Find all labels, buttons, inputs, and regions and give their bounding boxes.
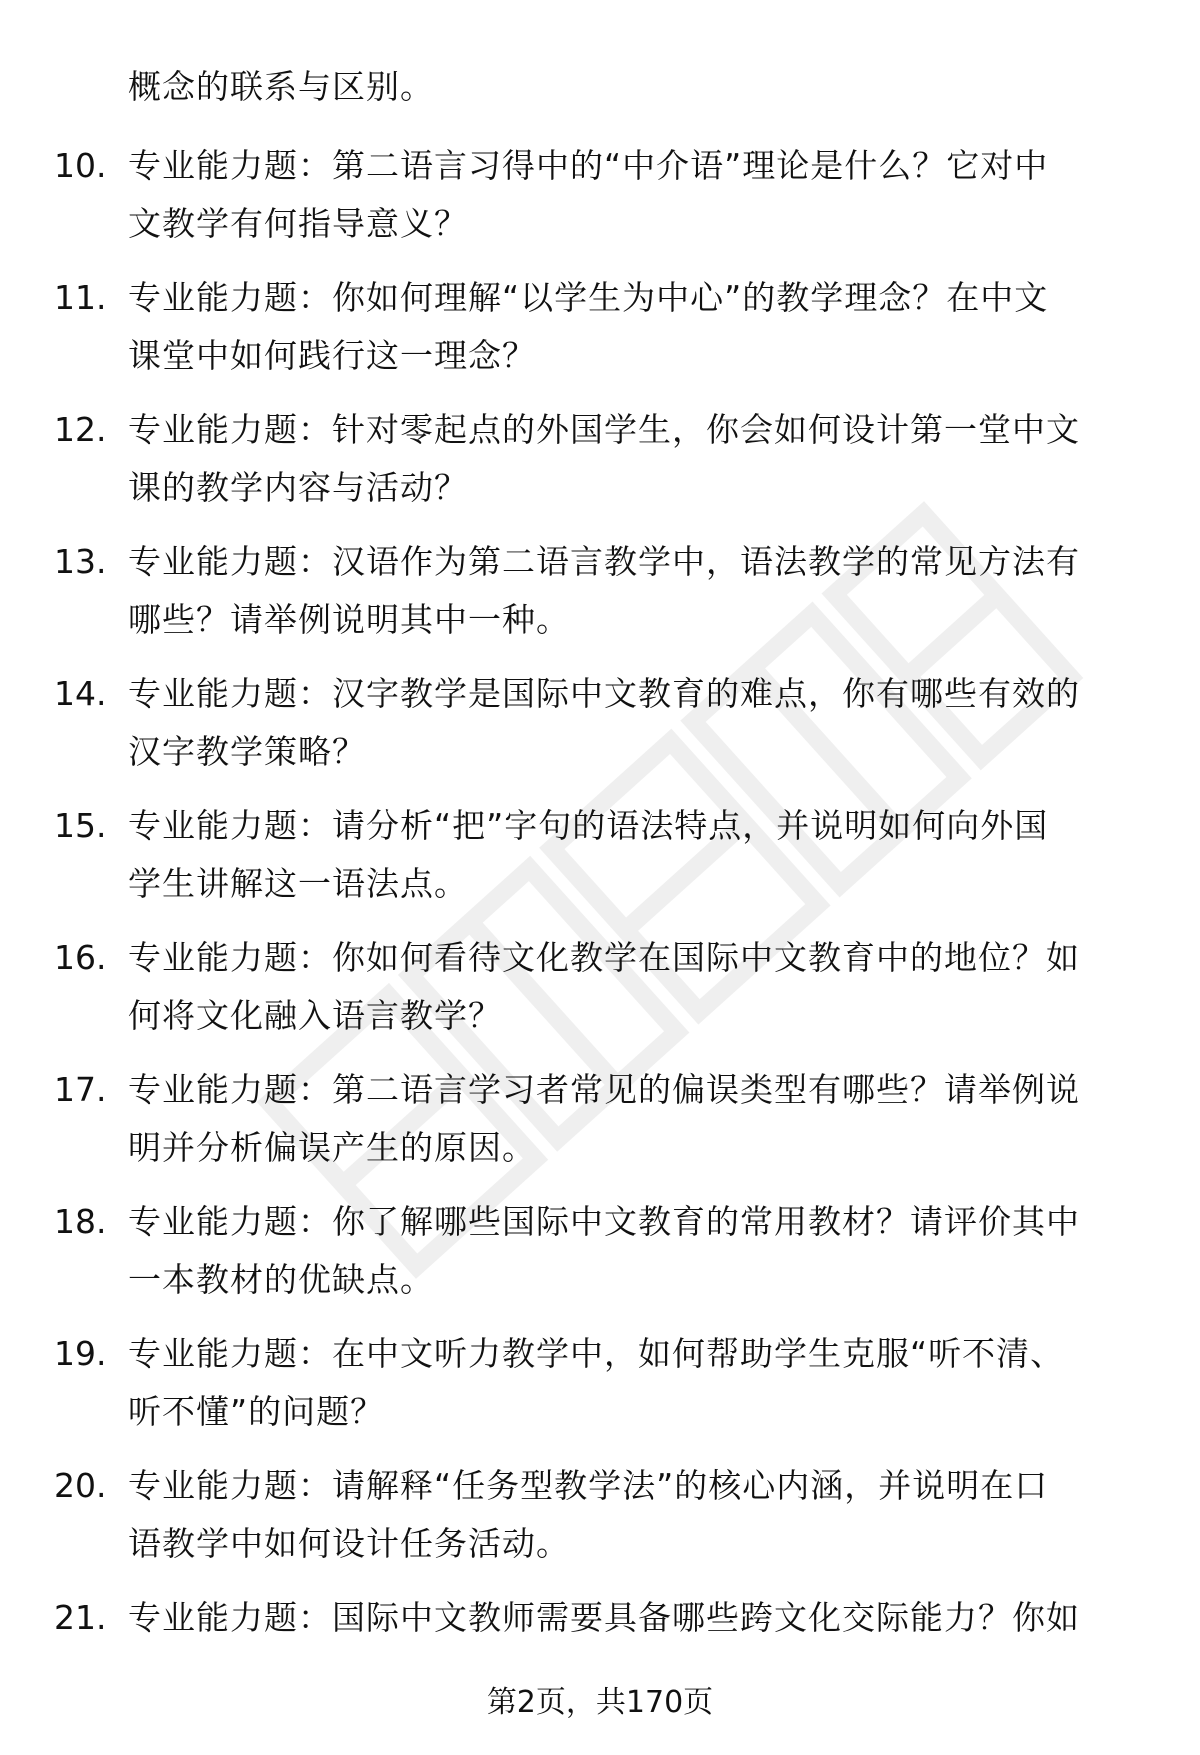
list-item <box>0 401 1200 533</box>
item-text <box>128 1457 1138 1573</box>
item-line: 专业能力题：请分析“把”字句的语法特点，并说明如何向外国 <box>128 806 1049 845</box>
item-text <box>128 1193 1138 1309</box>
item-text <box>128 1589 1138 1647</box>
item-line: 专业能力题：第二语言习得中的“中介语”理论是什么？它对中 <box>128 146 1049 185</box>
item-line: 汉字教学策略？ <box>128 732 366 771</box>
item-number: 19. <box>54 1334 107 1373</box>
item-line: 专业能力题：你如何看待文化教学在国际中文教育中的地位？如 <box>128 938 1080 977</box>
continuation-text: 概念的联系与区别。 <box>128 67 434 106</box>
item-number: 10. <box>54 146 107 185</box>
item-number: 18. <box>54 1202 107 1241</box>
list-item <box>0 1325 1200 1457</box>
item-number: 20. <box>54 1466 107 1505</box>
item-text <box>128 1325 1138 1441</box>
item-line: 专业能力题：请解释“任务型教学法”的核心内涵，并说明在口 <box>128 1466 1049 1505</box>
item-line: 课的教学内容与活动？ <box>128 468 468 507</box>
item-number: 12. <box>54 410 107 449</box>
item-line: 语教学中如何设计任务活动。 <box>128 1524 570 1563</box>
list-item <box>0 1061 1200 1193</box>
item-text <box>128 797 1138 913</box>
item-text <box>128 533 1138 649</box>
item-text <box>128 1061 1138 1177</box>
item-line: 专业能力题：汉语作为第二语言教学中，语法教学的常见方法有 <box>128 542 1080 581</box>
item-line: 专业能力题：你如何理解“以学生为中心”的教学理念？在中文 <box>128 278 1049 317</box>
list-item <box>0 929 1200 1061</box>
item-number: 14. <box>54 674 107 713</box>
item-number: 21. <box>54 1598 107 1637</box>
item-text <box>128 401 1138 517</box>
list-item <box>0 533 1200 665</box>
item-line: 一本教材的优缺点。 <box>128 1260 434 1299</box>
item-number: 17. <box>54 1070 107 1109</box>
page-footer: 第2页，共170页 <box>486 1685 714 1720</box>
item-number: 13. <box>54 542 107 581</box>
item-line: 文教学有何指导意义？ <box>128 204 468 243</box>
list-item <box>0 1457 1200 1589</box>
question-list <box>0 137 1200 1721</box>
list-item <box>0 269 1200 401</box>
list-item <box>0 137 1200 269</box>
item-number: 11. <box>54 278 107 317</box>
item-number: 15. <box>54 806 107 845</box>
item-line: 哪些？请举例说明其中一种。 <box>128 600 570 639</box>
item-line: 何将文化融入语言教学？ <box>128 996 502 1035</box>
item-text <box>128 137 1138 253</box>
item-line: 专业能力题：你了解哪些国际中文教育的常用教材？请评价其中 <box>128 1202 1080 1241</box>
item-line: 专业能力题：汉字教学是国际中文教育的难点，你有哪些有效的 <box>128 674 1080 713</box>
item-line: 听不懂”的问题？ <box>128 1392 385 1431</box>
item-line: 课堂中如何践行这一理念？ <box>128 336 536 375</box>
item-number: 16. <box>54 938 107 977</box>
list-item <box>0 665 1200 797</box>
list-item <box>0 1193 1200 1325</box>
item-line: 专业能力题：在中文听力教学中，如何帮助学生克服“听不清、 <box>128 1334 1065 1373</box>
item-line: 专业能力题：国际中文教师需要具备哪些跨文化交际能力？你如 <box>128 1598 1080 1637</box>
item-line: 学生讲解这一语法点。 <box>128 864 468 903</box>
item-line: 专业能力题：针对零起点的外国学生，你会如何设计第一堂中文 <box>128 410 1080 449</box>
item-line: 专业能力题：第二语言学习者常见的偏误类型有哪些？请举例说 <box>128 1070 1080 1109</box>
item-text <box>128 929 1138 1045</box>
item-line: 明并分析偏误产生的原因。 <box>128 1128 536 1167</box>
list-item <box>0 797 1200 929</box>
item-text <box>128 269 1138 385</box>
item-text <box>128 665 1138 781</box>
